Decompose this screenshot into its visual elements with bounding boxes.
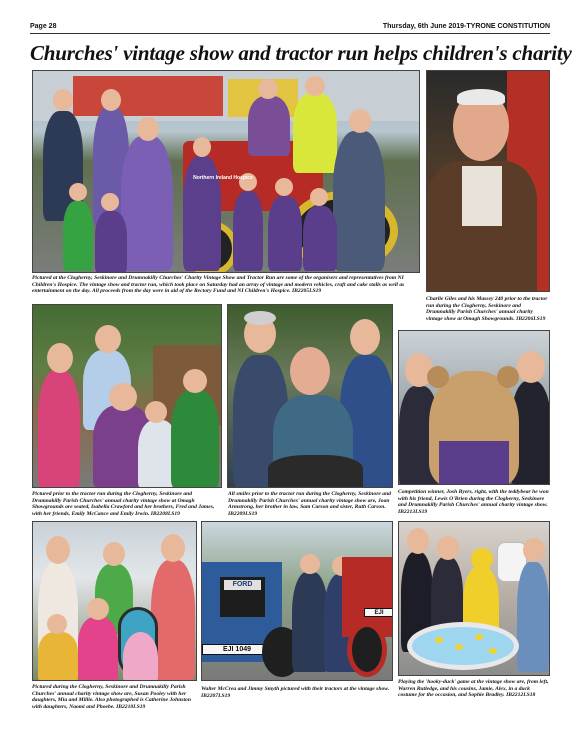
page-header bbox=[30, 22, 550, 34]
plate-right: EJI bbox=[364, 608, 393, 617]
caption-smiles: All smiles prior to the tractor run during the Clogherny, Seskinore and Drumnakilly Parish Churches' annual charity vintage show are, Joan Armstrong, her brother in law, Sam Carson and sister, Ruth Carson. IB2209LS19 bbox=[228, 491, 391, 517]
photo-crawford-family bbox=[32, 304, 222, 488]
caption-tractors: Walter McCrea and Jimmy Smyth pictured with their tractors at the vintage show. IB2207LS19 bbox=[201, 686, 390, 699]
photo-charlie-giles bbox=[426, 70, 550, 292]
caption-main: Pictured at the Clogherny, Seskinore and Drumnakilly Churches' Charity Vintage Show and Tractor Run are some of the organisers and representatives from NI Children's Hospice. The vintage show and tractor run, which took place on Saturday had an array of vintage and modern vehicles, craft and cake stalls as well as entertainment on the day. All proceeds from the day were in aid of the Rectory Fund and NI Children's Hospice. IB2205LS19 bbox=[32, 275, 405, 295]
photo-main-group bbox=[32, 70, 420, 273]
photo-teddy-winner bbox=[398, 330, 550, 485]
headline: Churches' vintage show and tractor run helps children's charity bbox=[30, 41, 572, 65]
caption-family: Pictured prior to the tractor run during the Clogherny, Seskinore and Drumnakilly Parish Churches' annual charity vintage show at Omagh Showgrounds are seated, Isabella Crawford and her brothers, Fred and James, with her friends, Emily McCance and Emily Irwin. IB2208LS19 bbox=[32, 491, 215, 517]
caption-ducks: Playing the 'hooky-duck' game at the vintage show are, from left, Warren Rutledge, and his cousins, Jamie, Alex, in a duck costume for the occasion, and Sophie Bradley. IB2212LS18 bbox=[398, 679, 549, 699]
caption-charlie: Charlie Giles and his Massey 240 prior to the tractor run during the Clogherny, Seskinore and Drumnakilly Parish Churches' annual charity vintage show at Omagh Showgrounds. IB2206LS19 bbox=[426, 296, 548, 322]
photo-pooley-family bbox=[32, 521, 197, 681]
hospice-banner: Northern Ireland Hospice bbox=[193, 175, 253, 181]
caption-teddy: Competition winner, Josh Byers, right, with the teddybear he won with his friend, Lewis O'Brien during the Clogherny, Seskinore and Drumnakilly Parish Churches' annual charity vintage show. IB2213LS19 bbox=[398, 489, 549, 515]
photo-tractors bbox=[201, 521, 393, 681]
ford-grille: FORD bbox=[224, 580, 261, 590]
page-number: Page 28 bbox=[30, 23, 57, 30]
caption-pooley: Pictured during the Clogherny, Seskinore and Drumnakilly Parish Churches' annual charity vintage show are, Susan Pooley with her daughters, Mia and Millie. Also photographed is Catherine Johnston with daughters, Naomi and Phoebe. IB2210LS19 bbox=[32, 684, 191, 710]
photo-hooky-duck bbox=[398, 521, 550, 676]
plate-left: EJI 1049 bbox=[202, 644, 272, 655]
photo-all-smiles bbox=[227, 304, 393, 488]
issue-date: Thursday, 6th June 2019-TYRONE CONSTITUTION bbox=[382, 23, 550, 30]
